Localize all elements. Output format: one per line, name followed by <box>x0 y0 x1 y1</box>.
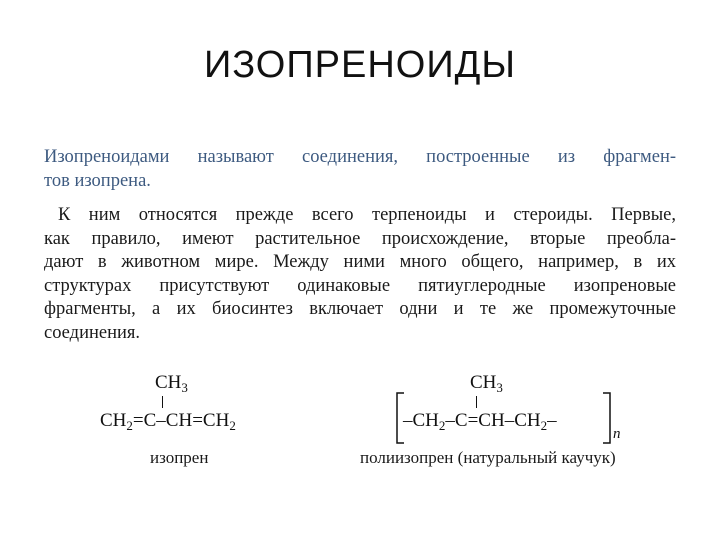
definition-line: тов изопрена. <box>44 170 151 191</box>
body-line: соединения. <box>44 322 141 343</box>
polyisoprene-caption: полиизопрен (натуральный каучук) <box>360 448 616 467</box>
polyisoprene-bond-line <box>476 396 477 408</box>
isoprene-bond-line <box>162 396 163 408</box>
isoprene-main-chain: $CH_2=C-CH=CH_2$ <box>100 410 236 433</box>
polyisoprene-main-chain: $-CH_2-C=CH-CH_2-$ <box>403 410 557 433</box>
isoprene-methyl-group: $CH_3$ <box>155 372 188 395</box>
body-line: фрагменты, а их биосинтез включает одни и те же промежуточные <box>44 299 676 319</box>
repeat-index: n <box>613 426 621 442</box>
body-line: структурах присутствуют одинаковые пятиуглеродные изопреновые <box>44 275 676 296</box>
body-line: как правило, имеют растительное происхождение, вторые преобла- <box>44 228 676 249</box>
body-line: К ним относятся прежде всего терпеноиды и стероиды. Первые, <box>58 205 676 225</box>
body-line: дают в животном мире. Между ними много общего, например, в их <box>44 252 676 272</box>
isoprene-caption: изопрен <box>150 448 209 467</box>
body-paragraph <box>44 204 676 345</box>
definition-line: Изопреноидами называют соединения, построенные из фрагмен- <box>44 147 676 167</box>
bracket-right <box>602 392 612 444</box>
slide-title: ИЗОПРЕНОИДЫ <box>203 44 517 86</box>
definition-paragraph <box>44 146 676 193</box>
polyisoprene-methyl-group: $CH_3$ <box>470 372 503 395</box>
